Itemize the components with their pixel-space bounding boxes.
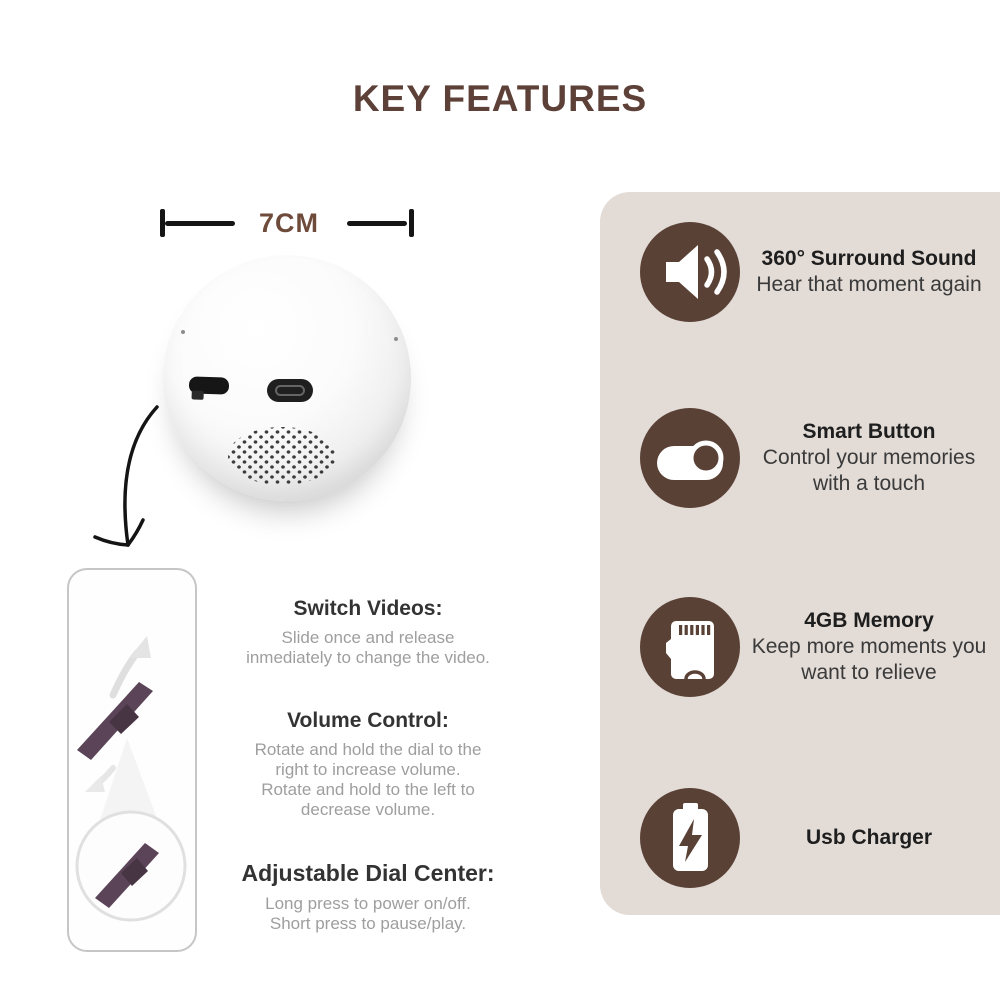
measure-right-tick xyxy=(409,209,414,237)
feature-line: Keep more moments you xyxy=(751,635,987,658)
feature-line: with a touch xyxy=(812,472,926,495)
section-heading: Volume Control: xyxy=(287,709,449,732)
dial-illustration xyxy=(69,570,195,950)
feature-text xyxy=(748,608,990,686)
section-line: Rotate and hold to the left to xyxy=(261,780,475,799)
section-line: Short press to pause/play. xyxy=(269,914,467,933)
sd-card-icon xyxy=(640,597,740,697)
measure-right-bar xyxy=(347,221,407,226)
feature-text xyxy=(748,246,990,298)
features-panel xyxy=(600,192,1000,915)
feature-line: Hear that moment again xyxy=(756,273,982,296)
dimension-label: 7CM xyxy=(259,207,320,238)
slider-switch xyxy=(189,376,230,394)
section-heading: Adjustable Dial Center: xyxy=(241,860,495,886)
feature-usb-charger xyxy=(600,788,1000,888)
curved-arrow-icon xyxy=(85,398,165,558)
section-line: right to increase volume. xyxy=(275,760,461,779)
section-line: Long press to power on/off. xyxy=(265,894,471,913)
speaker-icon xyxy=(640,222,740,322)
feature-text xyxy=(748,419,990,497)
device-right-dot xyxy=(394,337,398,341)
feature-title: 4GB Memory xyxy=(804,609,934,632)
section-switch-videos xyxy=(212,597,524,668)
feature-line: Control your memories xyxy=(762,446,976,469)
feature-surround-sound xyxy=(600,222,1000,322)
toggle-icon xyxy=(640,408,740,508)
section-line: decrease volume. xyxy=(300,800,436,819)
page-title: KEY FEATURES xyxy=(352,78,648,119)
feature-memory xyxy=(600,597,1000,697)
section-line: inmediately to change the video. xyxy=(246,648,490,667)
dial-detail-panel xyxy=(67,568,197,952)
dimension-measure xyxy=(160,208,418,238)
usb-c-port xyxy=(267,379,313,402)
feature-title: Smart Button xyxy=(802,420,936,443)
feature-title: Usb Charger xyxy=(805,826,933,849)
speaker-grille xyxy=(228,427,336,485)
feature-text xyxy=(748,825,990,851)
section-adjustable-dial xyxy=(212,860,524,934)
battery-charging-icon xyxy=(640,788,740,888)
device-left-dot xyxy=(181,330,185,334)
section-volume-control xyxy=(212,709,524,820)
section-line: Rotate and hold the dial to the xyxy=(254,740,482,759)
feature-title: 360° Surround Sound xyxy=(761,247,977,270)
feature-line: want to relieve xyxy=(801,661,937,684)
feature-smart-button xyxy=(600,408,1000,508)
section-line: Slide once and release xyxy=(281,628,455,647)
measure-left-bar xyxy=(165,221,235,226)
section-heading: Switch Videos: xyxy=(293,597,443,620)
